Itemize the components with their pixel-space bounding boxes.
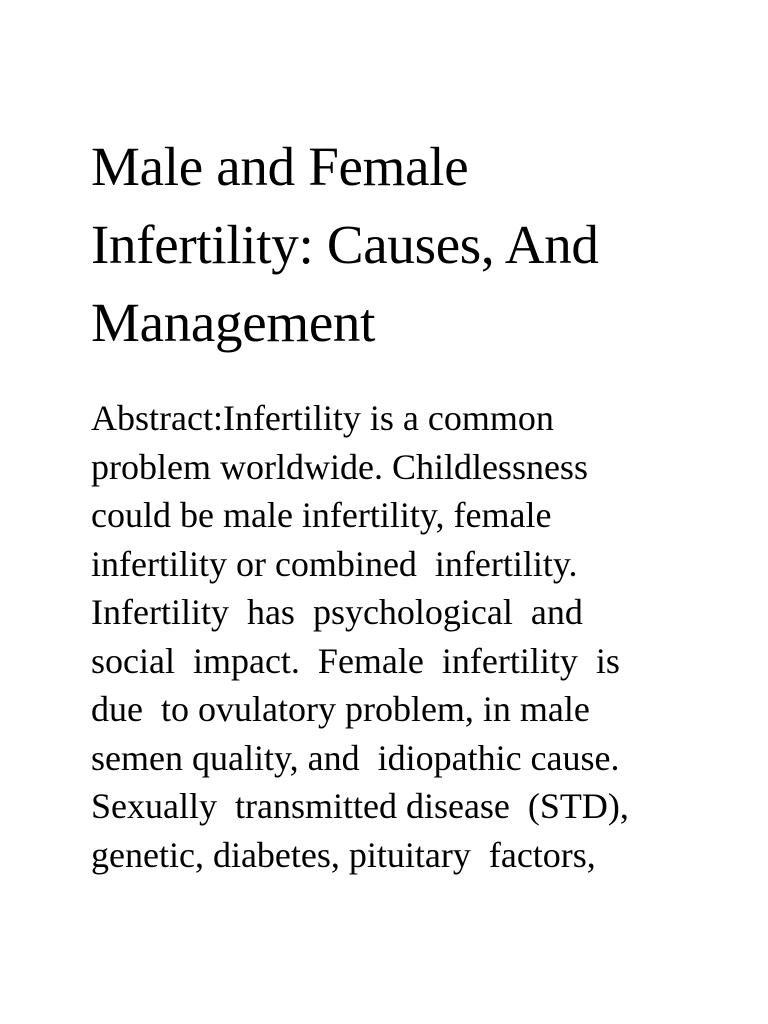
abstract-line: genetic, diabetes, pituitary factors, — [91, 834, 596, 875]
abstract-line: semen quality, and idiopathic cause. — [91, 737, 620, 778]
title-line: Management — [91, 292, 376, 353]
abstract-line: infertility or combined infertility. — [91, 543, 578, 584]
abstract-paragraph — [91, 394, 731, 879]
abstract-line: due to ovulatory problem, in male — [91, 689, 590, 729]
abstract-line: could be male infertility, female — [91, 495, 552, 535]
abstract-line: problem worldwide. Childlessness — [91, 446, 588, 487]
abstract-line: Sexually transmitted disease (STD), — [91, 786, 629, 826]
title-line: Infertility: Causes, And — [91, 214, 599, 275]
abstract-line: social impact. Female infertility is — [91, 640, 620, 681]
abstract-line: Infertility has psychological and — [91, 592, 583, 632]
document-title — [91, 128, 731, 362]
title-line: Male and Female — [91, 136, 469, 197]
abstract-line: Abstract:Infertility is a common — [91, 398, 554, 438]
